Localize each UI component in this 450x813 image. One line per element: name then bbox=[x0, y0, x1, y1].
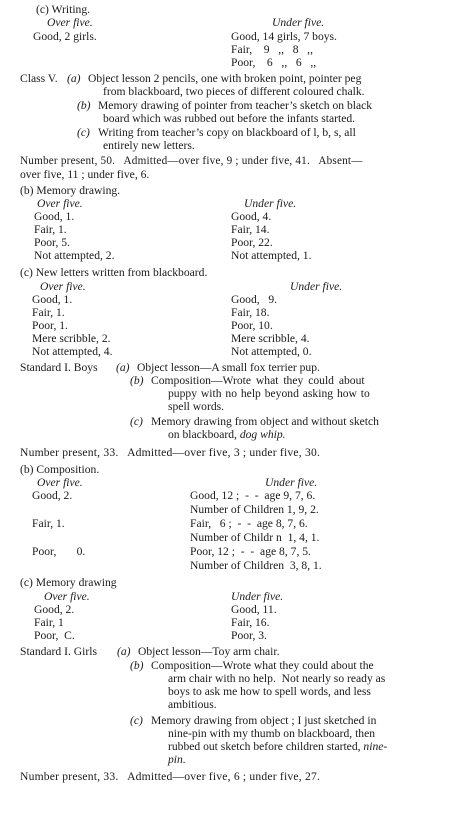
under-five-row: Poor, 3. bbox=[231, 629, 267, 642]
under-five-row: Not attempted, 1. bbox=[231, 249, 312, 262]
under-five-heading: Under five. bbox=[265, 476, 318, 489]
under-five-row: Fair, 16. bbox=[231, 616, 270, 629]
over-five-row: Good, 2. bbox=[34, 603, 75, 616]
under-five-row: Not attempted, 0. bbox=[231, 345, 312, 358]
over-five-row: Not attempted, 2. bbox=[34, 249, 115, 262]
item-text: Object lesson—A small fox terrier pup. bbox=[137, 361, 320, 374]
item-text: Object lesson 2 pencils, one with broken point, pointer peg bbox=[88, 72, 362, 85]
over-five-heading: Over five. bbox=[37, 197, 83, 210]
item-text: boys to ask me how to spell words, and less bbox=[168, 685, 371, 698]
item-tag: (c) bbox=[130, 714, 143, 727]
item-text: puppy with no help beyond asking how to bbox=[168, 387, 370, 400]
under-five-heading: Under five. bbox=[244, 197, 297, 210]
under-five-row: Fair, 6 ; - - age 8, 7, 6. bbox=[190, 517, 308, 530]
over-five-heading: Over five. bbox=[40, 280, 86, 293]
item-tag: (b) bbox=[130, 374, 144, 387]
under-five-row: Poor, 10. bbox=[231, 319, 273, 332]
section-heading: (b) Memory drawing. bbox=[20, 184, 121, 197]
item-text-part: rubbed out sketch before children started, bbox=[168, 740, 361, 753]
item-text-italic: nine- bbox=[363, 740, 388, 753]
over-five-row: Fair, 1 bbox=[34, 616, 64, 629]
item-tag: (b) bbox=[130, 659, 144, 672]
under-five-row: Fair, 9 ,, 8 ,, bbox=[231, 43, 313, 56]
under-five-row: Poor, 12 ; - - age 8, 7, 5. bbox=[190, 545, 311, 558]
under-five-row: Good, 9. bbox=[231, 293, 278, 306]
item-tag: (b) bbox=[77, 99, 91, 112]
item-text: nine-pin with my thumb on blackboard, then bbox=[168, 727, 376, 740]
over-five-heading: Over five. bbox=[37, 476, 83, 489]
item-text-italic: dog whip. bbox=[239, 428, 286, 441]
under-five-heading: Under five. bbox=[290, 280, 343, 293]
attendance-line: Number present, 50. Admitted—over five, 9 ; under five, 41. Absent— bbox=[20, 155, 363, 167]
class-label: Standard I. Boys bbox=[20, 361, 98, 374]
item-text bbox=[168, 428, 286, 441]
over-five-row: Fair, 1. bbox=[32, 306, 65, 319]
item-tag: (a) bbox=[67, 72, 81, 85]
class-label: Standard I. Girls bbox=[20, 645, 97, 658]
under-five-row: Number of Children 3, 8, 1. bbox=[190, 559, 322, 572]
under-five-heading: Under five. bbox=[231, 590, 284, 603]
under-five-row: Good, 12 ; - - age 9, 7, 6. bbox=[190, 489, 316, 502]
over-five-row: Poor, 5. bbox=[34, 236, 70, 249]
under-five-row: Fair, 14. bbox=[231, 223, 270, 236]
attendance-line: over five, 11 ; under five, 6. bbox=[20, 168, 150, 181]
item-text-part: on blackboard, bbox=[168, 428, 237, 441]
over-five-row: Good, 1. bbox=[32, 293, 73, 306]
over-five-row: Fair, 1. bbox=[34, 223, 67, 236]
over-five-row: Poor, 1. bbox=[32, 319, 68, 332]
section-heading: (c) Writing. bbox=[36, 3, 91, 16]
section-heading: (b) Composition. bbox=[20, 463, 100, 476]
under-five-row: Good, 14 girls, 7 boys. bbox=[231, 30, 337, 43]
item-text bbox=[168, 740, 387, 753]
item-tag: (a) bbox=[117, 645, 131, 658]
over-five-row: Good, 1. bbox=[34, 210, 75, 223]
under-five-row: Good, 11. bbox=[231, 603, 277, 616]
over-five-row: Fair, 1. bbox=[32, 517, 65, 530]
under-five-row: Poor, 22. bbox=[231, 236, 273, 249]
over-five-row: Not attempted, 4. bbox=[32, 345, 113, 358]
over-five-heading: Over five. bbox=[44, 590, 90, 603]
under-five-row: Fair, 18. bbox=[231, 306, 270, 319]
item-text: Memory drawing of pointer from teacher’s sketch on black bbox=[98, 99, 373, 112]
item-text: Object lesson—Toy arm chair. bbox=[138, 645, 280, 658]
item-tag: (c) bbox=[77, 126, 90, 139]
item-text: spell words. bbox=[168, 400, 225, 413]
attendance-line: Number present, 33. Admitted—over five, 3 ; under five, 30. bbox=[20, 446, 321, 459]
over-five-row: Good, 2. bbox=[32, 489, 73, 502]
under-five-row: Number of Childr n 1, 4, 1. bbox=[190, 531, 320, 544]
under-five-row: Good, 4. bbox=[231, 210, 272, 223]
item-tag: (a) bbox=[116, 361, 130, 374]
item-text: ambitious. bbox=[168, 698, 217, 711]
over-five-row: Mere scribble, 2. bbox=[32, 332, 111, 345]
item-text: entirely new letters. bbox=[103, 139, 195, 152]
attendance-line: Number present, 33. Admitted—over five, 6 ; under five, 27. bbox=[20, 770, 321, 783]
under-five-row: Mere scribble, 4. bbox=[231, 332, 310, 345]
item-text-italic: pin. bbox=[168, 753, 186, 766]
over-five-heading: Over five. bbox=[47, 16, 93, 29]
item-text: from blackboard, two pieces of different coloured chalk. bbox=[103, 85, 365, 98]
section-heading: (c) Memory drawing bbox=[20, 576, 117, 589]
over-five-row: Poor, C. bbox=[34, 629, 75, 642]
section-heading: (c) New letters written from blackboard. bbox=[20, 266, 208, 279]
class-label: Class V. bbox=[20, 72, 58, 85]
under-five-row: Poor, 6 ,, 6 ,, bbox=[231, 56, 317, 69]
item-tag: (c) bbox=[130, 415, 143, 428]
under-five-row: Number of Children 1, 9, 2. bbox=[190, 503, 319, 516]
item-text: Memory drawing from object and without sketch bbox=[151, 415, 379, 428]
item-text: arm chair with no help. Not nearly so ready as bbox=[168, 672, 386, 685]
item-text: Composition—Wrote what they could about bbox=[151, 374, 365, 387]
under-five-heading: Under five. bbox=[272, 16, 325, 29]
item-text: Writing from teacher’s copy on blackboard of l, b, s, all bbox=[98, 126, 356, 139]
item-text: Composition—Wrote what they could about the bbox=[151, 659, 374, 672]
over-five-row: Poor, 0. bbox=[32, 545, 86, 558]
item-text: Memory drawing from object ; I just sketched in bbox=[151, 714, 377, 727]
item-text: board which was rubbed out before the infants started. bbox=[103, 112, 356, 125]
over-five-row: Good, 2 girls. bbox=[33, 30, 97, 43]
